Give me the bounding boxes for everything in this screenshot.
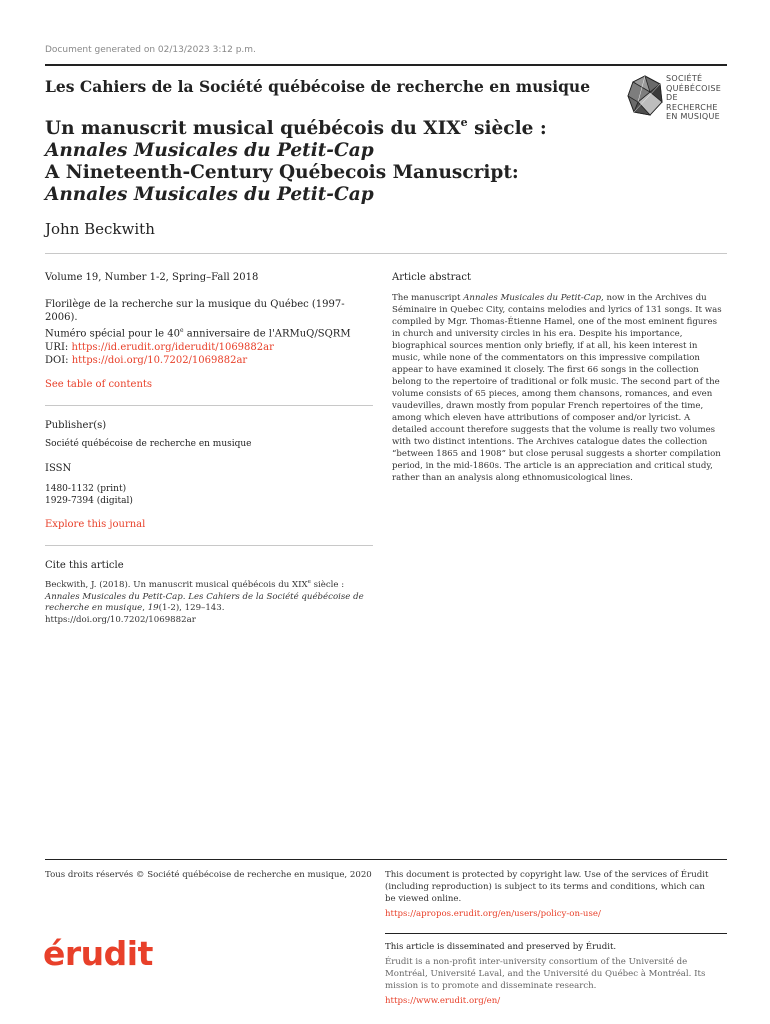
journal-title: Les Cahiers de la Société québécoise de recherche en musique: [45, 77, 591, 96]
polyhedron-icon: [626, 74, 664, 118]
doi-link[interactable]: https://doi.org/10.7202/1069882ar: [71, 355, 248, 366]
author-name: John Beckwith: [45, 220, 155, 238]
divider: [45, 253, 727, 254]
top-rule: [45, 64, 727, 66]
publisher-name: Société québécoise de recherche en musique: [45, 439, 252, 449]
policy-link[interactable]: https://apropos.erudit.org/en/users/policy-on-use/: [385, 909, 601, 919]
erudit-link[interactable]: https://www.erudit.org/en/: [385, 996, 501, 1006]
uri-link[interactable]: https://id.erudit.org/iderudit/1069882ar: [71, 342, 274, 353]
rights-statement: Tous droits réservés © Société québécoise de recherche en musique, 2020: [45, 870, 372, 880]
cite-label: Cite this article: [45, 560, 124, 571]
citation-text: Beckwith, J. (2018). Un manuscrit musical québécois du XIXe siècle : Annales Musicales du Petit-Cap. Les Cahiers de la Société québécoise de recherche en musique, 19(1-2), 129–143. https://doi.org/10.7202/1069882ar: [45, 579, 364, 626]
issn-label: ISSN: [45, 463, 72, 474]
divider: [45, 545, 373, 546]
divider: [45, 405, 373, 406]
sqrm-logo[interactable]: [626, 72, 730, 120]
issn-values: 1480-1132 (print) 1929-7394 (digital): [45, 484, 133, 506]
logo-wordmark: [666, 74, 730, 122]
special-issue: Florilège de la recherche sur la musique du Québec (1997-2006). Numéro spécial pour le 40e anniversaire de l'ARMuQ/SQRM: [45, 299, 351, 340]
erudit-info: This article is disseminated and preserved by Érudit. Érudit is a non-profit inter-university consortium of the Université de Montréal, Université Laval, and the Université du Québec à Montréal. Its mission is to promote and disseminate research. https://www.erudit.org/en/: [385, 941, 720, 1007]
erudit-logo[interactable]: érudit: [43, 934, 153, 973]
volume-info: Volume 19, Number 1-2, Spring–Fall 2018: [45, 272, 259, 283]
logo-line: EN MUSIQUE: [666, 112, 720, 121]
logo-line: QUÉBÉCOISE: [666, 83, 722, 93]
footer-rule: [45, 859, 727, 860]
logo-line: DE RECHERCHE: [666, 93, 718, 112]
logo-line: SOCIÉTÉ: [666, 74, 703, 83]
footer-rule-right: [385, 933, 727, 934]
generated-date: Document generated on 02/13/2023 3:12 p.m.: [45, 45, 256, 55]
abstract-label: Article abstract: [392, 272, 471, 283]
identifiers: URI: https://id.erudit.org/iderudit/1069882ar DOI: https://doi.org/10.7202/1069882ar: [45, 342, 274, 366]
publisher-label: Publisher(s): [45, 420, 107, 431]
article-abstract: The manuscript Annales Musicales du Petit-Cap, now in the Archives du Séminaire in Quebec City, contains melodies and lyrics of 131 songs. It was compiled by Mgr. Thomas-Étienne Hamel, one of the most eminent figures in church and university circles in his era. Despite his importance, biographical sources mention only briefly, if at all, his keen interest in music, while none of the commentators on this impressive compilation appear to have examined it closely. The first 66 songs in the collection belong to the repertoire of traditional or folk music. The second part of the volume consists of 65 pieces, among them chansons, romances, and even vaudevilles, drawn mostly from popular French repertoires of the time, among which eleven have attributions of composer and/or lyricist. A detailed account therefore suggests that the volume is really two volumes with two distinct intentions. The Archives catalogue dates the collection “between 1865 and 1908” but close perusal suggests a shorter compilation period, in the mid-1860s. The article is an appreciation and critical study, rather than an analysis along ethnomusicological lines.: [392, 293, 722, 483]
explore-journal-link[interactable]: Explore this journal: [45, 519, 146, 530]
article-title: [45, 118, 605, 206]
title-english: A Nineteenth-Century Québecois Manuscript: Annales Musicales du Petit-Cap: [45, 162, 519, 205]
title-french: Un manuscrit musical québécois du XIXe siècle : Annales Musicales du Petit-Cap: [45, 116, 547, 161]
table-of-contents-link[interactable]: See table of contents: [45, 379, 153, 390]
copyright-note: This document is protected by copyright law. Use of the services of Érudit (including reproduction) is subject to its terms and conditions, which can be viewed online. https://apropos.erudit.org/en/users/policy-on-use/: [385, 869, 715, 920]
